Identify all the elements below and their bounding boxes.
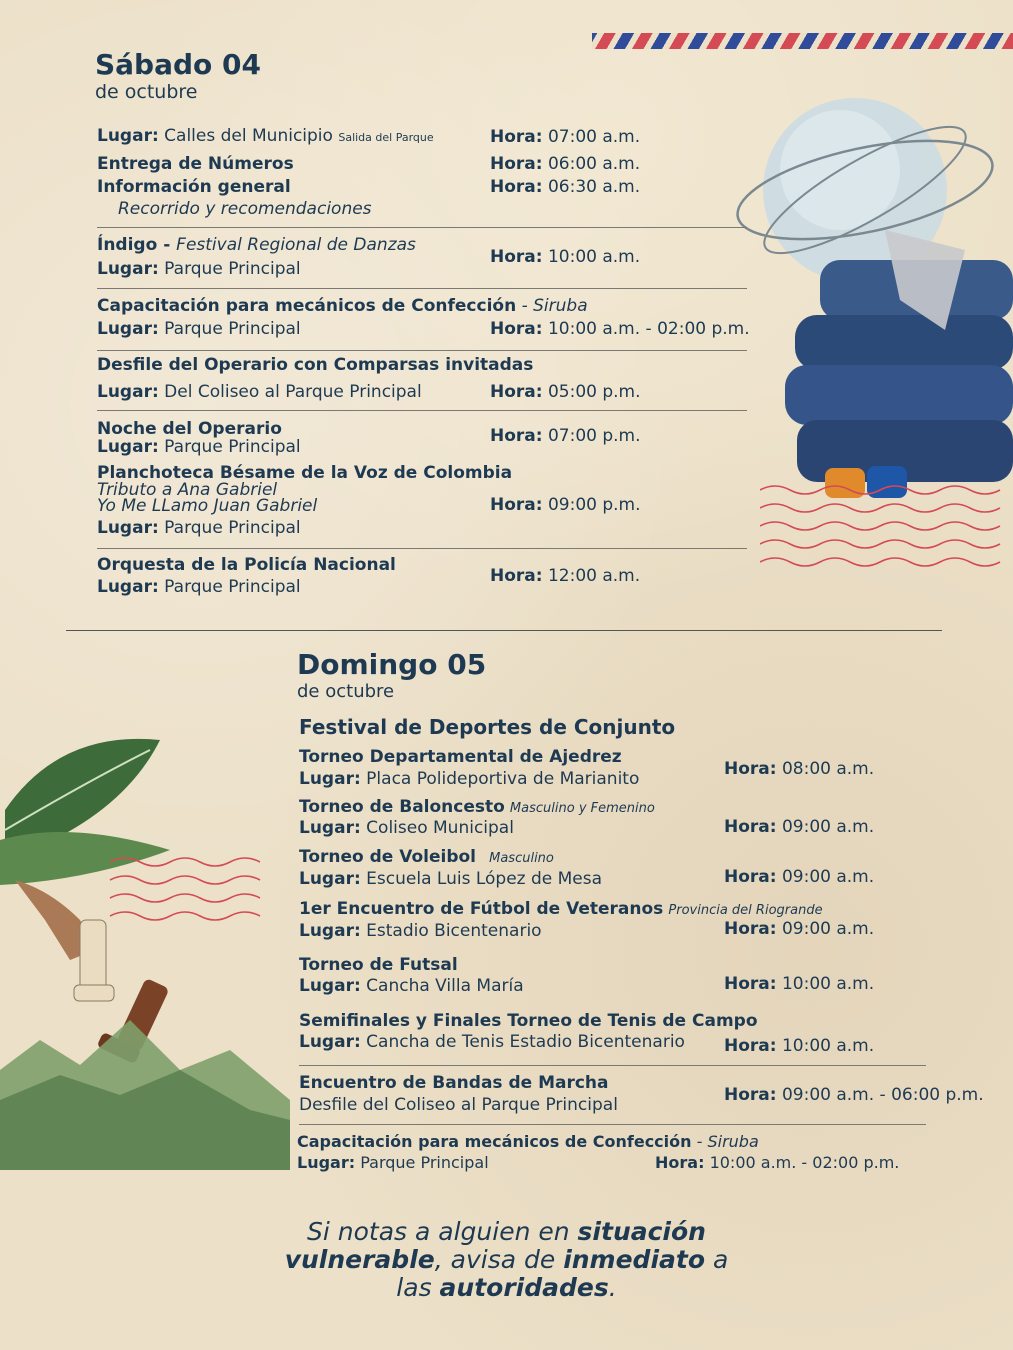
sunday-section-title: Festival de Deportes de Conjunto <box>299 715 676 739</box>
event-title: 1er Encuentro de Fútbol de Veteranos <box>299 899 664 919</box>
event-sun-3-title <box>299 848 554 867</box>
hora-value: 05:00 p.m. <box>547 382 641 402</box>
event-sun-8-location <box>297 1154 489 1172</box>
event-sat-8-hour <box>490 496 641 515</box>
footer-message <box>200 1218 813 1302</box>
hora-label: Hora: <box>724 867 777 887</box>
hora-label: Hora: <box>490 382 543 402</box>
event-sat-3-hour <box>490 178 640 197</box>
hora-label: Hora: <box>724 1085 777 1105</box>
lugar-label: Lugar: <box>299 818 361 838</box>
hora-value: 10:00 a.m. <box>781 1036 875 1056</box>
hora-label: Hora: <box>724 1036 777 1056</box>
lugar-value: Parque Principal <box>164 577 301 597</box>
event-sun-7-title: Encuentro de Bandas de Marcha <box>299 1073 609 1093</box>
footer-emphasis: autoridades <box>439 1273 609 1302</box>
event-title: Torneo de Voleibol <box>299 847 477 867</box>
divider <box>299 1124 926 1125</box>
event-sun-6-location <box>299 1033 685 1052</box>
footer-text: las <box>396 1273 440 1302</box>
hora-value: 10:00 a.m. - 02:00 p.m. <box>709 1153 900 1172</box>
event-sat-6-hour <box>490 383 641 402</box>
lugar-label: Lugar: <box>97 518 159 538</box>
hora-value: 06:30 a.m. <box>547 177 641 197</box>
divider <box>97 288 747 289</box>
event-title: Capacitación para mecánicos de Confección <box>97 296 517 316</box>
event-note: Provincia del Riogrande <box>668 903 823 918</box>
footer-line-3 <box>200 1274 813 1302</box>
event-sat-7-location <box>97 438 301 457</box>
event-sun-5-hour <box>724 975 874 994</box>
hora-value: 12:00 a.m. <box>547 566 641 586</box>
lugar-label: Lugar: <box>299 1032 361 1052</box>
event-sat-7-title: Noche del Operario <box>97 419 282 439</box>
lugar-value: Calles del Municipio <box>164 126 333 146</box>
footer-text: a <box>705 1245 729 1274</box>
lugar-value: Parque Principal <box>164 518 301 538</box>
hora-label: Hora: <box>724 817 777 837</box>
hora-value: 07:00 a.m. <box>547 127 641 147</box>
divider <box>97 350 747 351</box>
event-sat-2-title: Entrega de Números <box>97 154 294 174</box>
event-sat-3-title: Información general <box>97 177 291 197</box>
divider <box>97 548 747 549</box>
lugar-label: Lugar: <box>297 1153 356 1172</box>
event-sun-8-title <box>297 1133 759 1151</box>
lugar-value: Cancha Villa María <box>366 976 524 996</box>
event-sat-7-hour <box>490 427 641 446</box>
event-note: Masculino <box>489 851 554 866</box>
event-sun-2-hour <box>724 818 874 837</box>
event-sat-5-hour <box>490 320 750 339</box>
lugar-value: Escuela Luis López de Mesa <box>366 869 603 889</box>
hora-value: 07:00 p.m. <box>547 426 641 446</box>
event-sun-8-hour <box>655 1154 899 1172</box>
hora-label: Hora: <box>490 566 543 586</box>
event-sun-1-hour <box>724 760 874 779</box>
hora-value: 09:00 a.m. <box>781 867 875 887</box>
event-sat-3-desc: Recorrido y recomendaciones <box>118 199 372 219</box>
lugar-label: Lugar: <box>97 382 159 402</box>
event-sat-5-location <box>97 320 301 339</box>
event-sun-4-title <box>299 900 823 919</box>
event-sat-2-hour <box>490 155 640 174</box>
footer-emphasis: situación <box>577 1217 706 1246</box>
event-sun-2-title <box>299 798 655 817</box>
lugar-value: Coliseo Municipal <box>366 818 514 838</box>
footer-text: . <box>608 1273 617 1302</box>
globe-jeans-illustration <box>735 80 1013 510</box>
stamp-wave-lines-right <box>760 480 1013 585</box>
footer-emphasis: inmediato <box>563 1245 706 1274</box>
hora-value: 09:00 a.m. <box>781 919 875 939</box>
event-sun-4-location <box>299 922 542 941</box>
divider <box>97 410 747 411</box>
divider <box>97 227 747 228</box>
airmail-stripe-icon <box>592 33 1013 49</box>
hora-value: 10:00 a.m. - 02:00 p.m. <box>547 319 750 339</box>
divider <box>299 1065 926 1066</box>
hora-value: 06:00 a.m. <box>547 154 641 174</box>
lugar-label: Lugar: <box>97 126 159 146</box>
footer-emphasis: vulnerable <box>284 1245 435 1274</box>
lugar-note: Salida del Parque <box>338 131 434 144</box>
hora-label: Hora: <box>655 1153 705 1172</box>
event-title: Capacitación para mecánicos de Confección <box>297 1132 692 1151</box>
event-sat-5-title <box>97 297 588 316</box>
lugar-value: Parque Principal <box>164 319 301 339</box>
footer-text: Si notas a alguien en <box>307 1217 578 1246</box>
event-sun-2-location <box>299 819 514 838</box>
saturday-subtitle: de octubre <box>95 81 198 103</box>
event-title: Índigo - <box>97 235 177 255</box>
hora-label: Hora: <box>724 974 777 994</box>
lugar-label: Lugar: <box>299 921 361 941</box>
lugar-label: Lugar: <box>97 577 159 597</box>
lugar-label: Lugar: <box>97 437 159 457</box>
hora-value: 09:00 p.m. <box>547 495 641 515</box>
event-sun-4-hour <box>724 920 874 939</box>
hora-value: 09:00 a.m. <box>781 817 875 837</box>
event-sat-8-title: Planchoteca Bésame de la Voz de Colombia <box>97 463 513 483</box>
footer-line-2 <box>200 1246 813 1274</box>
lugar-value: Placa Polideportiva de Marianito <box>366 769 640 789</box>
hora-label: Hora: <box>490 495 543 515</box>
footer-text: , avisa de <box>434 1245 564 1274</box>
event-sun-1-title: Torneo Departamental de Ajedrez <box>299 747 622 767</box>
event-sat-6-location <box>97 383 422 402</box>
event-sun-7-desc: Desfile del Coliseo al Parque Principal <box>299 1095 618 1115</box>
hora-label: Hora: <box>490 127 543 147</box>
lugar-value: Parque Principal <box>360 1153 489 1172</box>
event-sun-6-hour <box>724 1037 874 1056</box>
event-sat-1-hour <box>490 128 640 147</box>
leaf-chess-illustration <box>0 720 290 1170</box>
event-sat-4-hour <box>490 248 640 267</box>
tropical-leaf-icon <box>0 739 170 885</box>
event-sat-8-line1: Tributo a Ana Gabriel <box>97 480 278 500</box>
event-sat-9-location <box>97 578 301 597</box>
event-subtitle: - Siruba <box>691 1132 759 1151</box>
lugar-label: Lugar: <box>299 869 361 889</box>
event-sun-5-location <box>299 977 524 996</box>
hora-label: Hora: <box>490 426 543 446</box>
hora-value: 10:00 a.m. <box>547 247 641 267</box>
lugar-value: Del Coliseo al Parque Principal <box>164 382 422 402</box>
event-sat-4-title <box>97 236 416 255</box>
lugar-value: Estadio Bicentenario <box>366 921 542 941</box>
event-sat-9-title: Orquesta de la Policía Nacional <box>97 555 396 575</box>
lugar-label: Lugar: <box>299 976 361 996</box>
footer-line-1 <box>200 1218 813 1246</box>
event-sat-8-location <box>97 519 301 538</box>
event-sun-3-location <box>299 870 602 889</box>
event-sat-4-location <box>97 260 301 279</box>
event-title: Torneo de Baloncesto <box>299 797 505 817</box>
sunday-title: Domingo 05 <box>297 648 487 681</box>
event-subtitle: Festival Regional de Danzas <box>176 235 416 255</box>
hora-label: Hora: <box>490 247 543 267</box>
hora-label: Hora: <box>724 919 777 939</box>
lugar-value: Parque Principal <box>164 259 301 279</box>
lugar-label: Lugar: <box>299 769 361 789</box>
hora-label: Hora: <box>490 177 543 197</box>
event-sat-1-location <box>97 127 434 146</box>
hora-value: 10:00 a.m. <box>781 974 875 994</box>
event-sat-9-hour <box>490 567 640 586</box>
event-note: Masculino y Femenino <box>509 801 655 816</box>
saturday-title: Sábado 04 <box>95 48 261 81</box>
section-divider <box>66 630 942 631</box>
lugar-label: Lugar: <box>97 259 159 279</box>
event-sun-5-title: Torneo de Futsal <box>299 955 458 975</box>
hora-label: Hora: <box>724 759 777 779</box>
lugar-value: Cancha de Tenis Estadio Bicentenario <box>366 1032 685 1052</box>
hora-value: 08:00 a.m. <box>781 759 875 779</box>
hora-label: Hora: <box>490 319 543 339</box>
sunday-subtitle: de octubre <box>297 681 395 702</box>
lugar-label: Lugar: <box>97 319 159 339</box>
hora-value: 09:00 a.m. - 06:00 p.m. <box>781 1085 984 1105</box>
stamp-wave-lines-left <box>110 858 260 920</box>
green-mountains-icon <box>0 1020 290 1170</box>
event-sun-3-hour <box>724 868 874 887</box>
event-sun-1-location <box>299 770 639 789</box>
event-sun-6-title: Semifinales y Finales Torneo de Tenis de Campo <box>299 1011 758 1031</box>
hora-label: Hora: <box>490 154 543 174</box>
lugar-value: Parque Principal <box>164 437 301 457</box>
event-sun-7-hour <box>724 1086 984 1105</box>
event-subtitle: - Siruba <box>516 296 588 316</box>
event-sat-8-line2: Yo Me LLamo Juan Gabriel <box>97 496 318 516</box>
event-sat-6-title: Desfile del Operario con Comparsas invitadas <box>97 355 534 375</box>
